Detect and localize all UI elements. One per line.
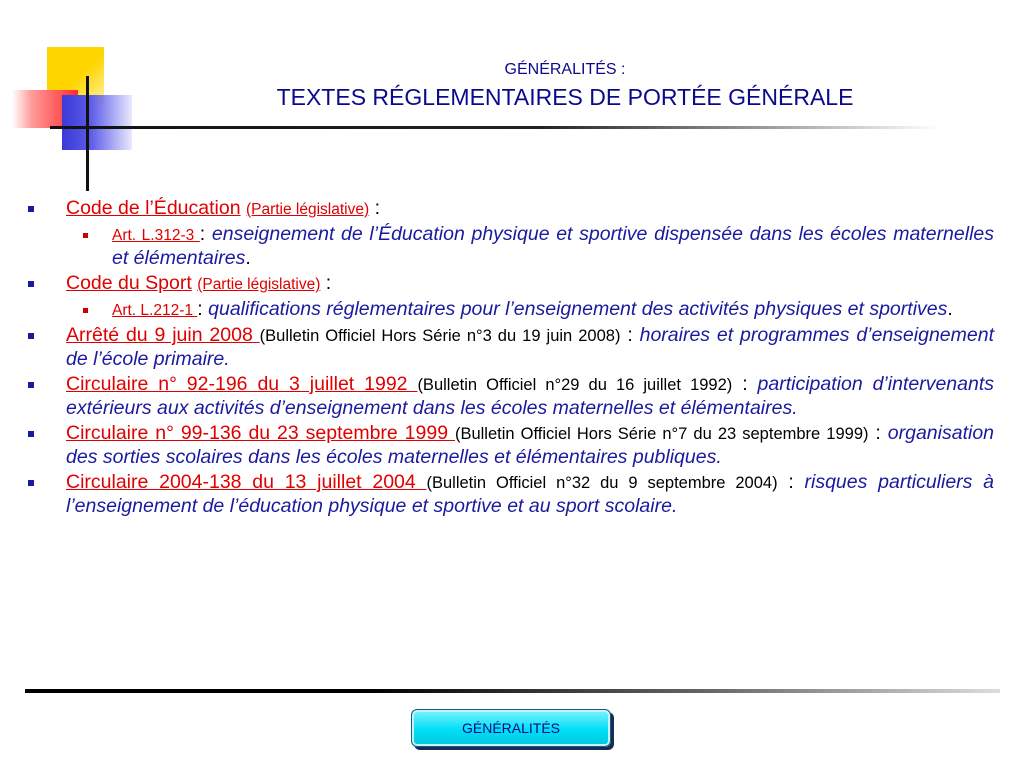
list-item [28,324,994,371]
list-item [28,223,994,270]
separator: : [788,471,794,493]
list-item [28,422,994,469]
item-description: risques particuliers à l’enseignement de l’éducation physique et sportive et au sport scolaire. [66,471,995,517]
bullet-icon [28,431,34,437]
reference-subtitle[interactable]: (Partie législative) [245,201,370,218]
generalites-nav-button[interactable]: GÉNÉRALITÉS [411,709,611,747]
bullet-icon [28,206,34,212]
reference-link[interactable]: Code de l’Éducation [66,197,241,219]
list-item [28,272,994,296]
item-end: . [947,298,953,320]
separator: : [742,373,748,395]
logo-vertical-line [86,76,89,191]
header-divider [50,126,940,129]
list-item [28,373,994,420]
footer-divider [25,689,1000,693]
bulletin-reference: (Bulletin Officiel Hors Série n°7 du 23 septembre 1999) [454,425,869,443]
list-item [28,197,994,221]
separator: : [197,298,203,320]
logo-blue-square [62,95,132,150]
item-description: participation d’intervenants extérieurs aux activités d’enseignement dans les écoles maternelles et élémentaires. [66,373,994,419]
item-description: qualifications réglementaires pour l’enseignement des activités physiques et sportives [208,298,948,320]
reference-link[interactable]: Arrêté du 9 juin 2008 [66,324,260,346]
item-description: organisation des sorties scolaires dans les écoles maternelles et élémentaires publiques. [66,422,995,468]
item-description: horaires et programmes d’enseignement de l’école primaire. [66,324,994,370]
bullet-icon [83,233,88,238]
separator: : [325,272,332,294]
bulletin-reference: (Bulletin Officiel n°32 du 9 septembre 2004) [426,474,778,492]
bulletin-reference: (Bulletin Officiel n°29 du 16 juillet 1992) [417,376,733,394]
list-item [28,471,994,518]
separator: : [627,324,633,346]
reference-link[interactable]: Art. L.212-1 [112,302,198,319]
page-title: TEXTES RÉGLEMENTAIRES DE PORTÉE GÉNÉRALE [276,84,854,110]
bullet-icon [83,308,88,313]
bullet-icon [28,382,34,388]
bullet-icon [28,480,34,486]
reference-subtitle[interactable]: (Partie législative) [197,276,321,293]
reference-link[interactable]: Art. L.312-3 [112,227,200,244]
reference-link[interactable]: Circulaire n° 99-136 du 23 septembre 1999 [66,422,455,444]
regulation-list [28,197,994,520]
bullet-icon [28,333,34,339]
reference-link[interactable]: Circulaire 2004-138 du 13 juillet 2004 [66,471,427,493]
bulletin-reference: (Bulletin Officiel Hors Série n°3 du 19 juin 2008) [259,327,621,345]
bullet-icon [28,281,34,287]
list-item [28,298,994,322]
separator: : [199,223,206,245]
separator: : [374,197,380,219]
reference-link[interactable]: Circulaire n° 92-196 du 3 juillet 1992 [66,373,418,395]
item-description: enseignement de l’Éducation physique et sportive dispensée dans les écoles maternelles et élémentaires [112,223,995,269]
item-end: . [245,247,251,269]
separator: : [875,422,881,444]
reference-link[interactable]: Code du Sport [66,272,192,294]
page-subtitle: GÉNÉRALITÉS : [504,61,626,78]
